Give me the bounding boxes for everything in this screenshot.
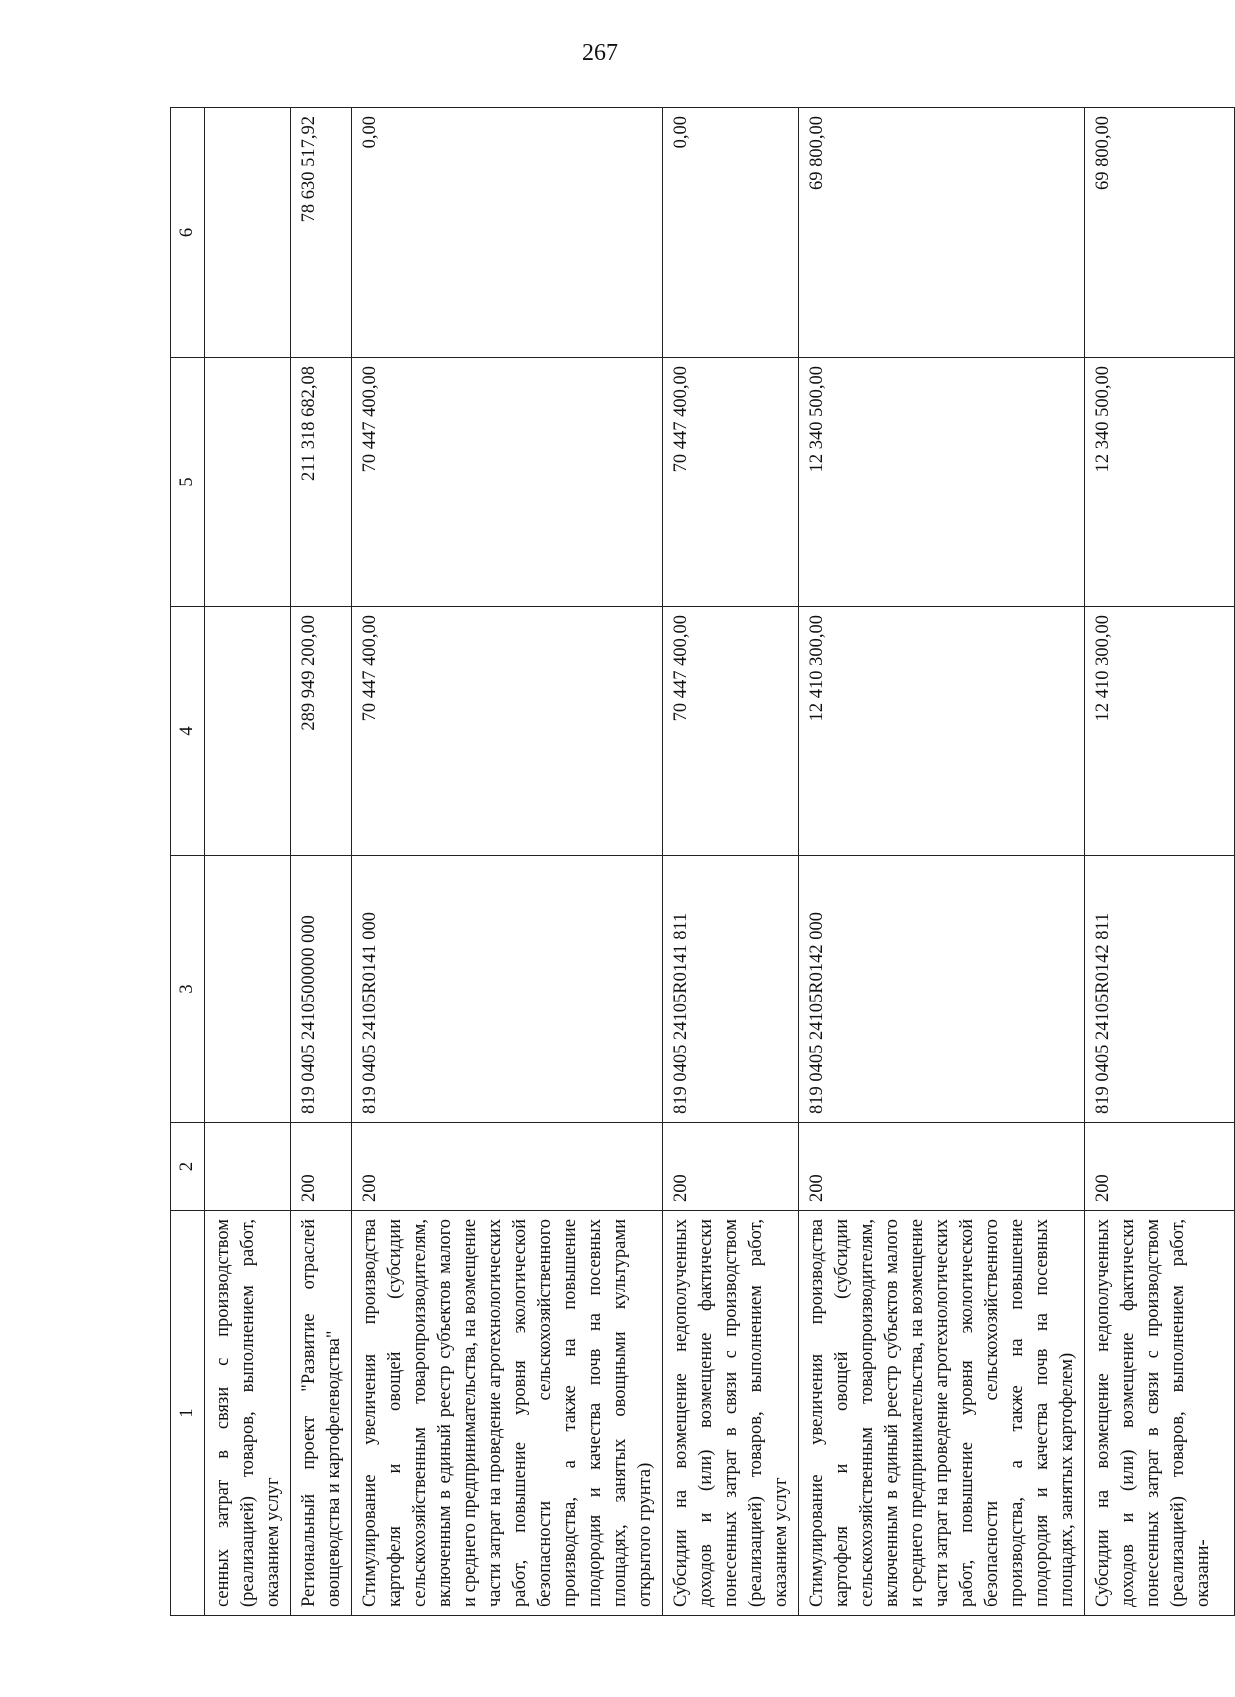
table-row bbox=[352, 108, 663, 1616]
row-code: 200 bbox=[663, 1123, 799, 1211]
row-description: сенных затрат в связи с производством (реализацией) товаров, выполнением работ, оказанием услуг bbox=[205, 1211, 291, 1616]
table-row bbox=[1085, 108, 1235, 1616]
row-amount-col5 bbox=[205, 358, 291, 607]
rotated-table-area bbox=[170, 108, 1213, 1616]
row-description: Стимулирование увеличения производства картофеля и овощей (субсидии сельскохозяйственным товаропроизводителям, включенным в единый реестр субъектов малого и среднего предпринимательства, на возмещение части затрат на проведение агротехнологических работ, повышение уровня экологической безопасности сельскохозяйственного производства, а также на повышение плодородия и качества почв на посевных площадях, занятых картофелем) bbox=[799, 1211, 1085, 1616]
row-amount-col5: 211 318 682,08 bbox=[291, 358, 352, 607]
row-code: 200 bbox=[291, 1123, 352, 1211]
row-amount-col4: 289 949 200,00 bbox=[291, 607, 352, 856]
row-classifier: 819 0405 24105R0141 811 bbox=[663, 856, 799, 1123]
row-code: 200 bbox=[799, 1123, 1085, 1211]
row-classifier: 819 0405 24105R0142 000 bbox=[799, 856, 1085, 1123]
row-code: 200 bbox=[1085, 1123, 1235, 1211]
row-code: 200 bbox=[352, 1123, 663, 1211]
header-col-6: 6 bbox=[171, 108, 205, 358]
row-amount-col5: 12 340 500,00 bbox=[1085, 358, 1235, 607]
row-amount-col4: 12 410 300,00 bbox=[799, 607, 1085, 856]
row-classifier: 819 0405 24105R0141 000 bbox=[352, 856, 663, 1123]
row-amount-col4 bbox=[205, 607, 291, 856]
row-amount-col5: 12 340 500,00 bbox=[799, 358, 1085, 607]
budget-table bbox=[170, 107, 1235, 1616]
row-classifier: 819 0405 24105R0142 811 bbox=[1085, 856, 1235, 1123]
header-col-3: 3 bbox=[171, 856, 205, 1123]
row-description: Региональный проект "Развитие отраслей овощеводства и картофелеводства" bbox=[291, 1211, 352, 1616]
table-header-row bbox=[171, 108, 205, 1616]
row-classifier: 819 0405 2410500000 000 bbox=[291, 856, 352, 1123]
table-row bbox=[799, 108, 1085, 1616]
row-code bbox=[205, 1123, 291, 1211]
table-row bbox=[205, 108, 291, 1616]
table-row bbox=[663, 108, 799, 1616]
row-amount-col5: 70 447 400,00 bbox=[663, 358, 799, 607]
row-description: Субсидии на возмещение недополученных доходов и (или) возмещение фактически понесенных затрат в связи с производством (реализацией) товаров, выполнением работ, оказанием услуг bbox=[663, 1211, 799, 1616]
table-row bbox=[291, 108, 352, 1616]
row-amount-col6: 69 800,00 bbox=[1085, 108, 1235, 358]
row-amount-col4: 70 447 400,00 bbox=[663, 607, 799, 856]
header-col-2: 2 bbox=[171, 1123, 205, 1211]
row-description: Субсидии на возмещение недополученных доходов и (или) возмещение фактически понесенных затрат в связи с производством (реализацией) товаров, выполнением работ, оказани- bbox=[1085, 1211, 1235, 1616]
row-amount-col6: 0,00 bbox=[663, 108, 799, 358]
rotated-content bbox=[170, 108, 1213, 1616]
row-amount-col6: 78 630 517,92 bbox=[291, 108, 352, 358]
row-classifier bbox=[205, 856, 291, 1123]
page-number: 267 bbox=[582, 40, 618, 66]
header-col-5: 5 bbox=[171, 358, 205, 607]
row-description: Стимулирование увеличения производства картофеля и овощей (субсидии сельскохозяйственным товаропроизводителям, включенным в единый реестр субъектов малого и среднего предпринимательства, на возмещение части затрат на проведение агротехнологических работ, повышение уровня экологической безопасности сельскохозяйственного производства, а также на повышение плодородия и качества почв на посевных площадях, занятых овощными культурами открытого грунта) bbox=[352, 1211, 663, 1616]
header-col-4: 4 bbox=[171, 607, 205, 856]
row-amount-col4: 12 410 300,00 bbox=[1085, 607, 1235, 856]
row-amount-col6: 0,00 bbox=[352, 108, 663, 358]
header-col-1: 1 bbox=[171, 1211, 205, 1616]
row-amount-col5: 70 447 400,00 bbox=[352, 358, 663, 607]
row-amount-col6: 69 800,00 bbox=[799, 108, 1085, 358]
row-amount-col6 bbox=[205, 108, 291, 358]
row-amount-col4: 70 447 400,00 bbox=[352, 607, 663, 856]
